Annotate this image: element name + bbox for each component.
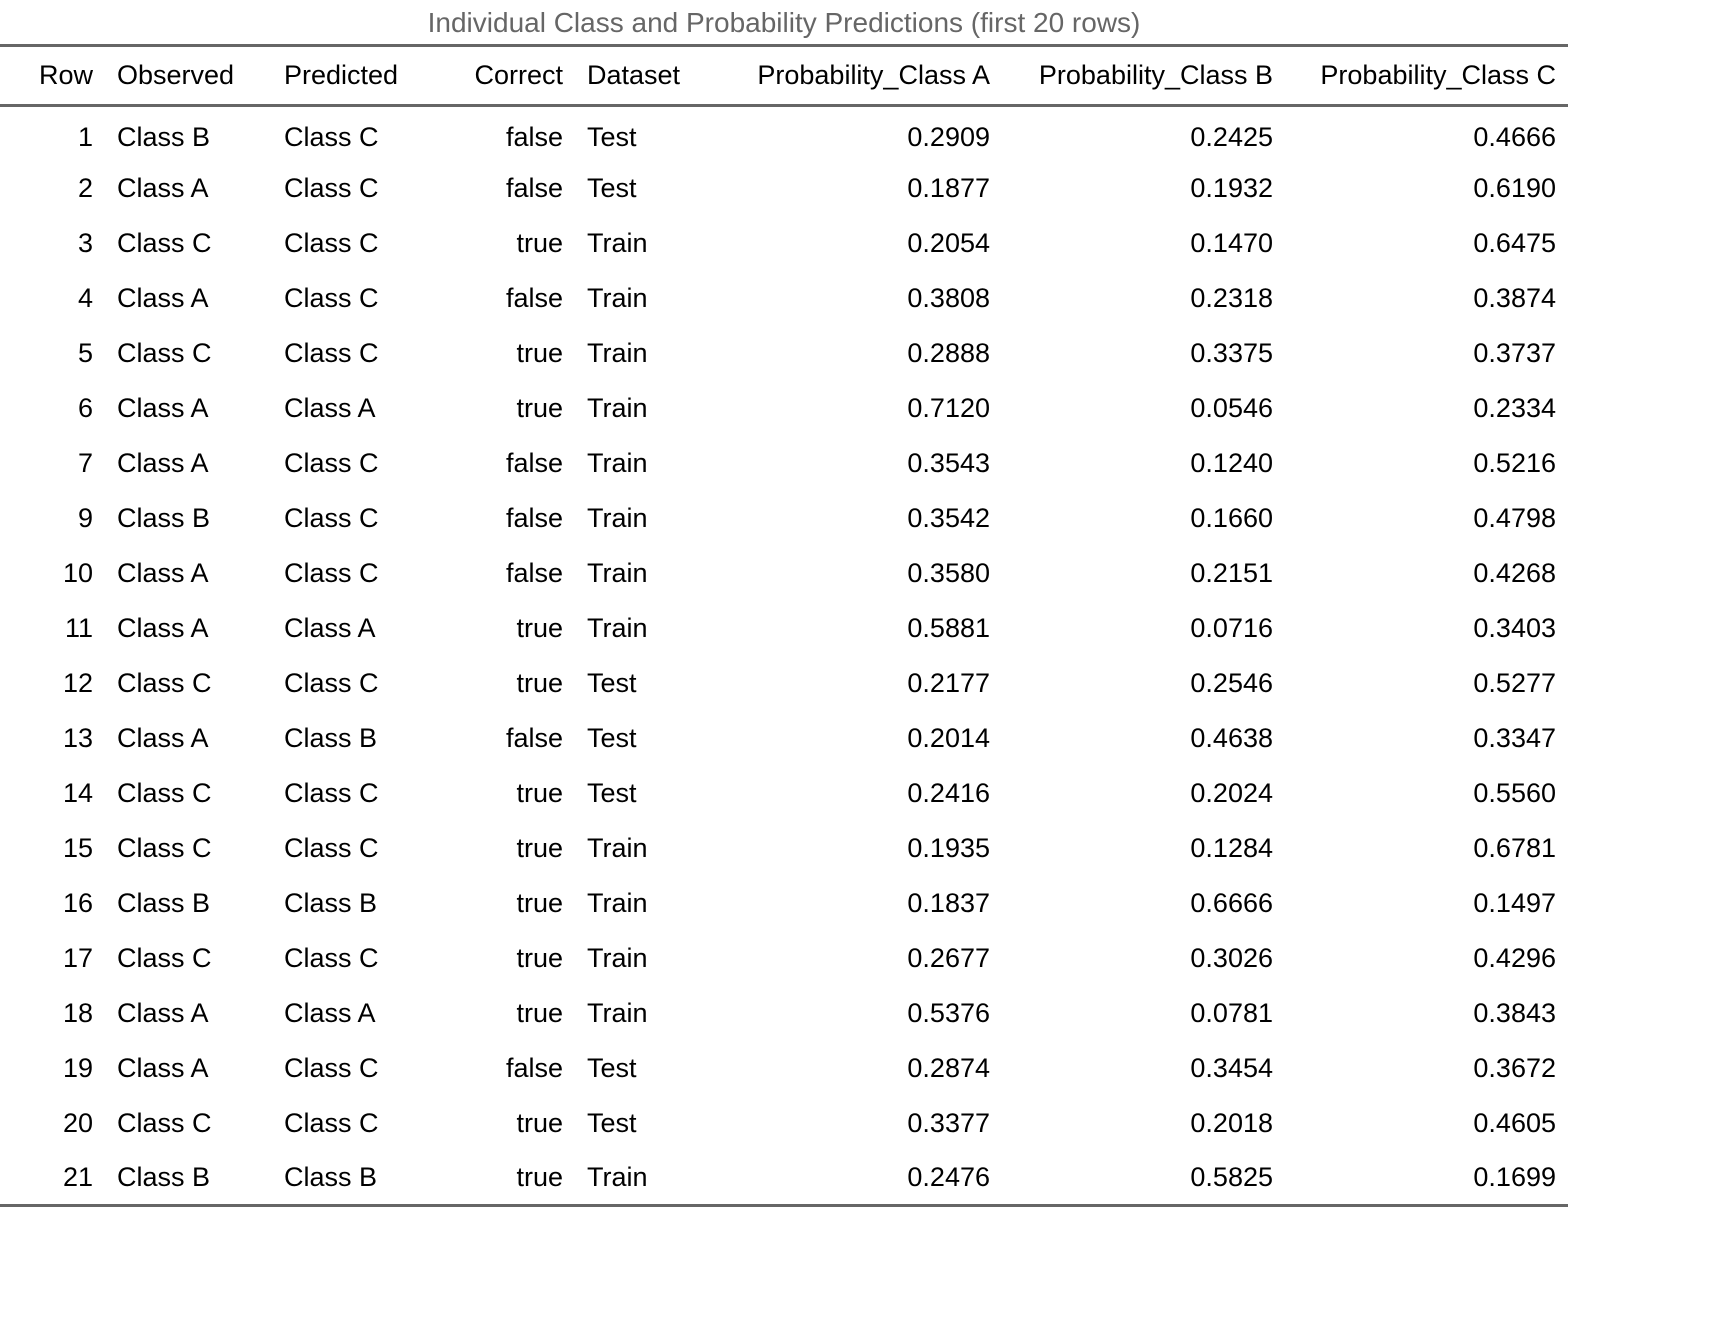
table-cell: Class B: [284, 722, 378, 753]
table-cell: 16: [62, 887, 93, 918]
table-cell: 0.1240: [1190, 447, 1273, 478]
table-cell: 0.2151: [1190, 557, 1273, 588]
table-cell: 0.2018: [1190, 1107, 1273, 1138]
table-cell: true: [516, 1107, 563, 1138]
table-cell: Test: [587, 122, 637, 153]
table-cell: false: [505, 1052, 563, 1083]
table-cell: Class A: [117, 557, 209, 588]
table-cell: 0.1497: [1473, 887, 1556, 918]
column-header: Probability_Class C: [1285, 46, 1568, 106]
table-cell: 18: [62, 997, 93, 1028]
table-cell: Class B: [284, 887, 378, 918]
column-header: Row: [0, 46, 105, 106]
table-cell: Class A: [117, 722, 209, 753]
table-cell: 11: [64, 612, 93, 643]
table-cell: Train: [587, 557, 648, 588]
table-cell: 0.1877: [907, 172, 990, 203]
table-cell: Class B: [117, 122, 211, 153]
predictions-table: [0, 44, 1568, 1207]
table-cell: Class C: [284, 942, 379, 973]
table-cell: 0.2177: [907, 667, 990, 698]
table-cell: Class A: [117, 997, 209, 1028]
table-cell: 0.3403: [1473, 612, 1556, 643]
table-cell: 0.2024: [1190, 777, 1273, 808]
table-cell: 13: [62, 722, 93, 753]
table-cell: 5: [77, 337, 93, 368]
table-cell: 4: [77, 282, 93, 313]
table-cell: false: [505, 502, 563, 533]
table-cell: 21: [0, 1151, 105, 1206]
table-cell: false: [505, 282, 563, 313]
table-cell: Class B: [117, 887, 211, 918]
table-cell: Class C: [284, 172, 379, 203]
column-header: Dataset: [575, 46, 710, 106]
table-cell: 0.5881: [907, 612, 990, 643]
table-cell: Class C: [284, 1107, 379, 1138]
table-cell: Train: [587, 887, 648, 918]
table-row: [0, 436, 1568, 491]
table-cell: true: [516, 227, 563, 258]
table-row: [0, 1096, 1568, 1151]
table-cell: 0.2888: [907, 337, 990, 368]
table-cell: true: [516, 832, 563, 863]
table-cell: Train: [587, 997, 648, 1028]
table-cell: 9: [77, 502, 93, 533]
table-cell: 0.3347: [1473, 722, 1556, 753]
table-cell: 0.1699: [1285, 1151, 1568, 1206]
table-cell: Class C: [284, 777, 379, 808]
table-row: [0, 711, 1568, 766]
table-cell: Class C: [284, 337, 379, 368]
table-cell: 0.3672: [1473, 1052, 1556, 1083]
table-title: Individual Class and Probability Predictions (first 20 rows): [427, 7, 1141, 38]
table-cell: Class C: [284, 557, 379, 588]
table-cell: Class A: [117, 1052, 209, 1083]
table-cell: 0.5825: [1002, 1151, 1285, 1206]
table-cell: 0.2546: [1190, 667, 1273, 698]
table-row: [0, 766, 1568, 821]
table-cell: Class A: [284, 997, 376, 1028]
table-cell: 10: [62, 557, 93, 588]
table-cell: Class C: [284, 1052, 379, 1083]
table-cell: 0.5560: [1473, 777, 1556, 808]
table-cell: 7: [77, 447, 93, 478]
table-cell: Train: [587, 832, 648, 863]
table-cell: Class C: [117, 337, 212, 368]
table-cell: 0.6666: [1190, 887, 1273, 918]
column-header: Probability_Class A: [710, 46, 1002, 106]
table-cell: 0.5216: [1473, 447, 1556, 478]
table-cell: false: [505, 447, 563, 478]
header-row: [0, 46, 1568, 106]
table-cell: 0.1932: [1190, 172, 1273, 203]
table-cell: 12: [62, 667, 93, 698]
table-cell: 17: [62, 942, 93, 973]
table-cell: 0.0546: [1190, 392, 1273, 423]
table-cell: 0.7120: [907, 392, 990, 423]
table-cell: 0.3542: [907, 502, 990, 533]
table-cell: 0.6190: [1473, 172, 1556, 203]
table-cell: 0.1470: [1190, 227, 1273, 258]
table-cell: Train: [587, 337, 648, 368]
table-body: [0, 106, 1568, 1206]
table-cell: Class B: [117, 502, 211, 533]
table-cell: 0.2425: [1190, 122, 1273, 153]
table-cell: 0.4268: [1473, 557, 1556, 588]
table-cell: 0.1935: [907, 832, 990, 863]
table-cell: true: [437, 1151, 575, 1206]
table-cell: Class A: [117, 392, 209, 423]
table-row: [0, 106, 1568, 161]
table-cell: Test: [587, 172, 637, 203]
table-cell: 0.2677: [907, 942, 990, 973]
table-cell: 0.3375: [1190, 337, 1273, 368]
table-cell: 0.3377: [907, 1107, 990, 1138]
table-cell: Test: [587, 1107, 637, 1138]
table-cell: false: [505, 122, 563, 153]
table-cell: Train: [587, 227, 648, 258]
table-cell: Train: [587, 942, 648, 973]
column-header: Observed: [105, 46, 272, 106]
table-cell: Class A: [284, 392, 376, 423]
table-row: [0, 986, 1568, 1041]
table-cell: 0.1284: [1190, 832, 1273, 863]
table-cell: Class C: [117, 777, 212, 808]
table-cell: Class A: [284, 612, 376, 643]
table-row: [0, 271, 1568, 326]
table-cell: Train: [587, 612, 648, 643]
table-row: [0, 491, 1568, 546]
table-cell: 1: [77, 122, 93, 153]
table-cell: Class C: [284, 447, 379, 478]
table-cell: true: [516, 337, 563, 368]
table-cell: Class C: [284, 122, 379, 153]
table-cell: 0.2054: [907, 227, 990, 258]
table-cell: 3: [77, 227, 93, 258]
table-cell: 0.3580: [907, 557, 990, 588]
table-row: [0, 326, 1568, 381]
table-cell: Class C: [284, 667, 379, 698]
table-cell: Train: [587, 447, 648, 478]
table-cell: Train: [575, 1151, 710, 1206]
table-cell: 0.2014: [907, 722, 990, 753]
table-cell: true: [516, 942, 563, 973]
table-cell: 0.2476: [710, 1151, 1002, 1206]
table-row: [0, 931, 1568, 986]
table-cell: Class B: [105, 1151, 272, 1206]
table-cell: 0.4296: [1473, 942, 1556, 973]
table-cell: false: [505, 722, 563, 753]
table-cell: Class A: [117, 612, 209, 643]
table-row: [0, 601, 1568, 656]
table-cell: Class C: [284, 502, 379, 533]
table-cell: 0.3454: [1190, 1052, 1273, 1083]
table-row: [0, 546, 1568, 601]
table-cell: 0.3737: [1473, 337, 1556, 368]
table-row: [0, 216, 1568, 271]
table-row: [0, 1041, 1568, 1096]
table-cell: 0.4798: [1473, 502, 1556, 533]
table-cell: Train: [587, 502, 648, 533]
table-cell: Class C: [117, 1107, 212, 1138]
table-cell: true: [516, 667, 563, 698]
table-cell: Test: [587, 722, 637, 753]
column-header: Predicted: [272, 46, 437, 106]
table-row: [0, 161, 1568, 216]
table-cell: Class C: [117, 832, 212, 863]
table-cell: Class C: [117, 667, 212, 698]
table-cell: true: [516, 777, 563, 808]
table-row: [0, 1151, 1568, 1206]
table-row: [0, 381, 1568, 436]
table-row: [0, 876, 1568, 931]
table-cell: 19: [62, 1052, 93, 1083]
table-cell: 2: [77, 172, 93, 203]
table-cell: Class C: [284, 227, 379, 258]
table-cell: 0.6781: [1473, 832, 1556, 863]
table-cell: Class C: [284, 282, 379, 313]
table-cell: 20: [62, 1107, 93, 1138]
table-cell: Test: [587, 1052, 637, 1083]
table-cell: 0.2416: [907, 777, 990, 808]
table-row: [0, 656, 1568, 711]
column-header: Probability_Class B: [1002, 46, 1285, 106]
table-cell: 0.0781: [1190, 997, 1273, 1028]
table-cell: true: [516, 997, 563, 1028]
table-cell: 0.4605: [1473, 1107, 1556, 1138]
table-cell: 0.4638: [1190, 722, 1273, 753]
table-cell: 6: [77, 392, 93, 423]
table-cell: Class C: [284, 832, 379, 863]
table-cell: false: [505, 172, 563, 203]
table-cell: 0.2318: [1190, 282, 1273, 313]
table-cell: true: [516, 612, 563, 643]
table-cell: Train: [587, 392, 648, 423]
column-header: Correct: [437, 46, 575, 106]
table-cell: Test: [587, 777, 637, 808]
table-cell: 0.5277: [1473, 667, 1556, 698]
table-cell: 0.2909: [907, 122, 990, 153]
table-cell: Class C: [117, 942, 212, 973]
table-cell: 0.3874: [1473, 282, 1556, 313]
table-row: [0, 821, 1568, 876]
table-cell: Class A: [117, 172, 209, 203]
table-cell: 0.3543: [907, 447, 990, 478]
table-cell: 0.4666: [1473, 122, 1556, 153]
table-cell: Class B: [272, 1151, 437, 1206]
table-cell: Class A: [117, 447, 209, 478]
table-cell: 0.5376: [907, 997, 990, 1028]
table-cell: true: [516, 887, 563, 918]
table-cell: 15: [62, 832, 93, 863]
table-cell: 0.3843: [1473, 997, 1556, 1028]
table-cell: 0.0716: [1190, 612, 1273, 643]
table-cell: 0.1660: [1190, 502, 1273, 533]
table-cell: 0.6475: [1473, 227, 1556, 258]
table-cell: 0.3808: [907, 282, 990, 313]
table-cell: Test: [587, 667, 637, 698]
table-cell: Class C: [117, 227, 212, 258]
table-cell: 0.2874: [907, 1052, 990, 1083]
table-cell: true: [516, 392, 563, 423]
table-cell: 14: [62, 777, 93, 808]
table-cell: Class A: [117, 282, 209, 313]
table-cell: false: [505, 557, 563, 588]
table-cell: 0.2334: [1473, 392, 1556, 423]
table-cell: 0.3026: [1190, 942, 1273, 973]
table-cell: Train: [587, 282, 648, 313]
table-cell: 0.1837: [907, 887, 990, 918]
